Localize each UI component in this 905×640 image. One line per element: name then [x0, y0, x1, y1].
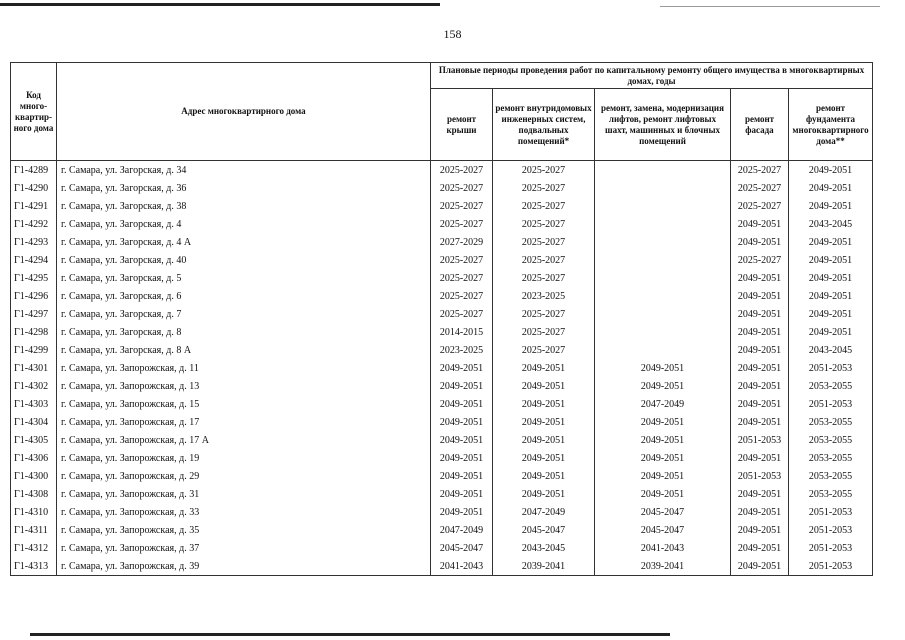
row-facade: 2049-2051: [731, 323, 789, 341]
row-lifts: 2047-2049: [595, 395, 731, 413]
row-code: Г1-4296: [11, 287, 57, 305]
row-systems: 2025-2027: [493, 233, 595, 251]
table-body: [11, 161, 873, 576]
row-facade: 2051-2053: [731, 467, 789, 485]
row-code: Г1-4306: [11, 449, 57, 467]
row-foundation: 2043-2045: [789, 341, 873, 359]
row-systems: 2043-2045: [493, 539, 595, 557]
row-code: Г1-4298: [11, 323, 57, 341]
row-foundation: 2053-2055: [789, 413, 873, 431]
table-row: [11, 269, 873, 287]
row-roof: 2025-2027: [431, 287, 493, 305]
table-row: [11, 467, 873, 485]
row-code: Г1-4312: [11, 539, 57, 557]
table-row: [11, 503, 873, 521]
row-address: г. Самара, ул. Загорская, д. 4 А: [57, 233, 431, 251]
header-code: Код много-квартир-ного дома: [11, 63, 57, 161]
row-foundation: 2051-2053: [789, 503, 873, 521]
top-scan-rule-faint: [660, 6, 880, 7]
row-address: г. Самара, ул. Загорская, д. 36: [57, 179, 431, 197]
page-number: 158: [443, 27, 462, 41]
row-code: Г1-4289: [11, 161, 57, 180]
row-lifts: [595, 161, 731, 180]
row-foundation: 2051-2053: [789, 539, 873, 557]
table-row: [11, 395, 873, 413]
row-address: г. Самара, ул. Запорожская, д. 29: [57, 467, 431, 485]
row-code: Г1-4313: [11, 557, 57, 576]
row-code: Г1-4293: [11, 233, 57, 251]
row-systems: 2025-2027: [493, 197, 595, 215]
header-facade: ремонт фасада: [731, 89, 789, 161]
row-roof: 2045-2047: [431, 539, 493, 557]
row-systems: 2049-2051: [493, 413, 595, 431]
row-facade: 2025-2027: [731, 251, 789, 269]
header-roof: ремонт крыши: [431, 89, 493, 161]
row-roof: 2025-2027: [431, 305, 493, 323]
row-systems: 2025-2027: [493, 179, 595, 197]
row-lifts: [595, 233, 731, 251]
table-row: [11, 377, 873, 395]
row-roof: 2049-2051: [431, 503, 493, 521]
header-periods-group: Плановые периоды проведения работ по капитальному ремонту общего имущества в многоквартирных домах, годы: [431, 63, 873, 89]
row-lifts: [595, 341, 731, 359]
row-roof: 2049-2051: [431, 395, 493, 413]
row-facade: 2049-2051: [731, 485, 789, 503]
row-roof: 2049-2051: [431, 431, 493, 449]
row-foundation: 2053-2055: [789, 485, 873, 503]
row-foundation: 2049-2051: [789, 251, 873, 269]
row-address: г. Самара, ул. Запорожская, д. 15: [57, 395, 431, 413]
row-code: Г1-4290: [11, 179, 57, 197]
row-address: г. Самара, ул. Запорожская, д. 35: [57, 521, 431, 539]
table-row: [11, 413, 873, 431]
row-address: г. Самара, ул. Загорская, д. 7: [57, 305, 431, 323]
row-lifts: [595, 305, 731, 323]
row-address: г. Самара, ул. Загорская, д. 6: [57, 287, 431, 305]
row-systems: 2025-2027: [493, 323, 595, 341]
row-systems: 2045-2047: [493, 521, 595, 539]
row-roof: 2027-2029: [431, 233, 493, 251]
row-address: г. Самара, ул. Загорская, д. 5: [57, 269, 431, 287]
row-code: Г1-4311: [11, 521, 57, 539]
table-row: [11, 485, 873, 503]
row-lifts: 2045-2047: [595, 521, 731, 539]
row-code: Г1-4305: [11, 431, 57, 449]
row-facade: 2049-2051: [731, 395, 789, 413]
row-foundation: 2051-2053: [789, 359, 873, 377]
table-row: [11, 215, 873, 233]
table-row: [11, 161, 873, 180]
row-roof: 2025-2027: [431, 269, 493, 287]
row-roof: 2025-2027: [431, 215, 493, 233]
row-facade: 2049-2051: [731, 539, 789, 557]
row-code: Г1-4308: [11, 485, 57, 503]
row-systems: 2049-2051: [493, 449, 595, 467]
row-address: г. Самара, ул. Запорожская, д. 39: [57, 557, 431, 576]
row-facade: 2049-2051: [731, 557, 789, 576]
row-systems: 2049-2051: [493, 395, 595, 413]
table-row: [11, 251, 873, 269]
row-lifts: 2045-2047: [595, 503, 731, 521]
row-systems: 2025-2027: [493, 269, 595, 287]
row-address: г. Самара, ул. Запорожская, д. 33: [57, 503, 431, 521]
table-row: [11, 521, 873, 539]
table-row: [11, 179, 873, 197]
bottom-scan-rule: [30, 633, 670, 636]
row-systems: 2049-2051: [493, 359, 595, 377]
row-lifts: [595, 215, 731, 233]
row-facade: 2049-2051: [731, 413, 789, 431]
row-roof: 2014-2015: [431, 323, 493, 341]
row-facade: 2049-2051: [731, 269, 789, 287]
table-row: [11, 539, 873, 557]
row-systems: 2025-2027: [493, 305, 595, 323]
header-row-group: [11, 63, 873, 89]
table-row: [11, 359, 873, 377]
table-row: [11, 197, 873, 215]
row-foundation: 2049-2051: [789, 161, 873, 180]
header-lifts: ремонт, замена, модернизация лифтов, ремонт лифтовых шахт, машинных и блочных помещений: [595, 89, 731, 161]
row-code: Г1-4303: [11, 395, 57, 413]
row-address: г. Самара, ул. Запорожская, д. 31: [57, 485, 431, 503]
row-foundation: 2049-2051: [789, 305, 873, 323]
row-lifts: 2049-2051: [595, 485, 731, 503]
row-facade: 2049-2051: [731, 305, 789, 323]
row-foundation: 2049-2051: [789, 323, 873, 341]
row-roof: 2047-2049: [431, 521, 493, 539]
row-lifts: 2041-2043: [595, 539, 731, 557]
row-address: г. Самара, ул. Загорская, д. 38: [57, 197, 431, 215]
row-code: Г1-4295: [11, 269, 57, 287]
header-systems: ремонт внутридомовых инженерных систем, подвальных помещений*: [493, 89, 595, 161]
top-scan-rule: [0, 3, 440, 6]
row-systems: 2049-2051: [493, 377, 595, 395]
row-roof: 2025-2027: [431, 179, 493, 197]
table-row: [11, 287, 873, 305]
row-code: Г1-4301: [11, 359, 57, 377]
row-foundation: 2049-2051: [789, 233, 873, 251]
table-row: [11, 233, 873, 251]
row-systems: 2049-2051: [493, 431, 595, 449]
row-facade: 2049-2051: [731, 377, 789, 395]
repair-schedule-table: [10, 62, 873, 576]
row-roof: 2049-2051: [431, 449, 493, 467]
row-foundation: 2049-2051: [789, 197, 873, 215]
row-systems: 2049-2051: [493, 485, 595, 503]
row-lifts: 2049-2051: [595, 377, 731, 395]
row-foundation: 2051-2053: [789, 395, 873, 413]
row-address: г. Самара, ул. Запорожская, д. 37: [57, 539, 431, 557]
row-code: Г1-4299: [11, 341, 57, 359]
row-lifts: [595, 269, 731, 287]
row-foundation: 2053-2055: [789, 377, 873, 395]
table-row: [11, 449, 873, 467]
row-facade: 2049-2051: [731, 287, 789, 305]
row-roof: 2025-2027: [431, 197, 493, 215]
row-facade: 2049-2051: [731, 359, 789, 377]
row-roof: 2025-2027: [431, 161, 493, 180]
row-facade: 2025-2027: [731, 197, 789, 215]
row-lifts: 2049-2051: [595, 467, 731, 485]
row-lifts: [595, 323, 731, 341]
table-row: [11, 341, 873, 359]
row-lifts: [595, 287, 731, 305]
row-systems: 2025-2027: [493, 341, 595, 359]
row-facade: 2049-2051: [731, 503, 789, 521]
row-foundation: 2049-2051: [789, 287, 873, 305]
row-code: Г1-4304: [11, 413, 57, 431]
row-roof: 2049-2051: [431, 485, 493, 503]
row-address: г. Самара, ул. Загорская, д. 40: [57, 251, 431, 269]
row-foundation: 2049-2051: [789, 269, 873, 287]
row-systems: 2047-2049: [493, 503, 595, 521]
row-foundation: 2053-2055: [789, 467, 873, 485]
row-address: г. Самара, ул. Запорожская, д. 13: [57, 377, 431, 395]
row-foundation: 2051-2053: [789, 521, 873, 539]
row-address: г. Самара, ул. Запорожская, д. 17 А: [57, 431, 431, 449]
table-row: [11, 323, 873, 341]
row-facade: 2049-2051: [731, 521, 789, 539]
table-row: [11, 431, 873, 449]
header-foundation: ремонт фундамента многоквартирного дома**: [789, 89, 873, 161]
row-systems: 2025-2027: [493, 251, 595, 269]
row-lifts: 2039-2041: [595, 557, 731, 576]
row-roof: 2049-2051: [431, 467, 493, 485]
row-lifts: [595, 179, 731, 197]
row-lifts: [595, 197, 731, 215]
row-roof: 2049-2051: [431, 413, 493, 431]
row-systems: 2025-2027: [493, 215, 595, 233]
row-roof: 2025-2027: [431, 251, 493, 269]
row-systems: 2025-2027: [493, 161, 595, 180]
row-lifts: 2049-2051: [595, 359, 731, 377]
header-address: Адрес многоквартирного дома: [57, 63, 431, 161]
row-facade: 2049-2051: [731, 449, 789, 467]
row-code: Г1-4292: [11, 215, 57, 233]
row-code: Г1-4291: [11, 197, 57, 215]
row-systems: 2023-2025: [493, 287, 595, 305]
row-code: Г1-4297: [11, 305, 57, 323]
row-address: г. Самара, ул. Загорская, д. 34: [57, 161, 431, 180]
row-roof: 2049-2051: [431, 359, 493, 377]
row-roof: 2049-2051: [431, 377, 493, 395]
row-address: г. Самара, ул. Запорожская, д. 11: [57, 359, 431, 377]
row-address: г. Самара, ул. Загорская, д. 8: [57, 323, 431, 341]
row-lifts: [595, 251, 731, 269]
row-facade: 2051-2053: [731, 431, 789, 449]
row-code: Г1-4294: [11, 251, 57, 269]
row-lifts: 2049-2051: [595, 413, 731, 431]
row-facade: 2049-2051: [731, 215, 789, 233]
row-foundation: 2049-2051: [789, 179, 873, 197]
row-roof: 2041-2043: [431, 557, 493, 576]
row-code: Г1-4302: [11, 377, 57, 395]
row-foundation: 2053-2055: [789, 449, 873, 467]
row-address: г. Самара, ул. Запорожская, д. 17: [57, 413, 431, 431]
row-facade: 2025-2027: [731, 161, 789, 180]
row-facade: 2049-2051: [731, 341, 789, 359]
row-facade: 2025-2027: [731, 179, 789, 197]
row-foundation: 2043-2045: [789, 215, 873, 233]
row-lifts: 2049-2051: [595, 449, 731, 467]
row-address: г. Самара, ул. Загорская, д. 4: [57, 215, 431, 233]
row-foundation: 2053-2055: [789, 431, 873, 449]
table-row: [11, 305, 873, 323]
table-row: [11, 557, 873, 576]
row-address: г. Самара, ул. Запорожская, д. 19: [57, 449, 431, 467]
row-systems: 2049-2051: [493, 467, 595, 485]
row-systems: 2039-2041: [493, 557, 595, 576]
row-roof: 2023-2025: [431, 341, 493, 359]
row-foundation: 2051-2053: [789, 557, 873, 576]
row-facade: 2049-2051: [731, 233, 789, 251]
row-lifts: 2049-2051: [595, 431, 731, 449]
row-code: Г1-4310: [11, 503, 57, 521]
row-code: Г1-4300: [11, 467, 57, 485]
row-address: г. Самара, ул. Загорская, д. 8 А: [57, 341, 431, 359]
